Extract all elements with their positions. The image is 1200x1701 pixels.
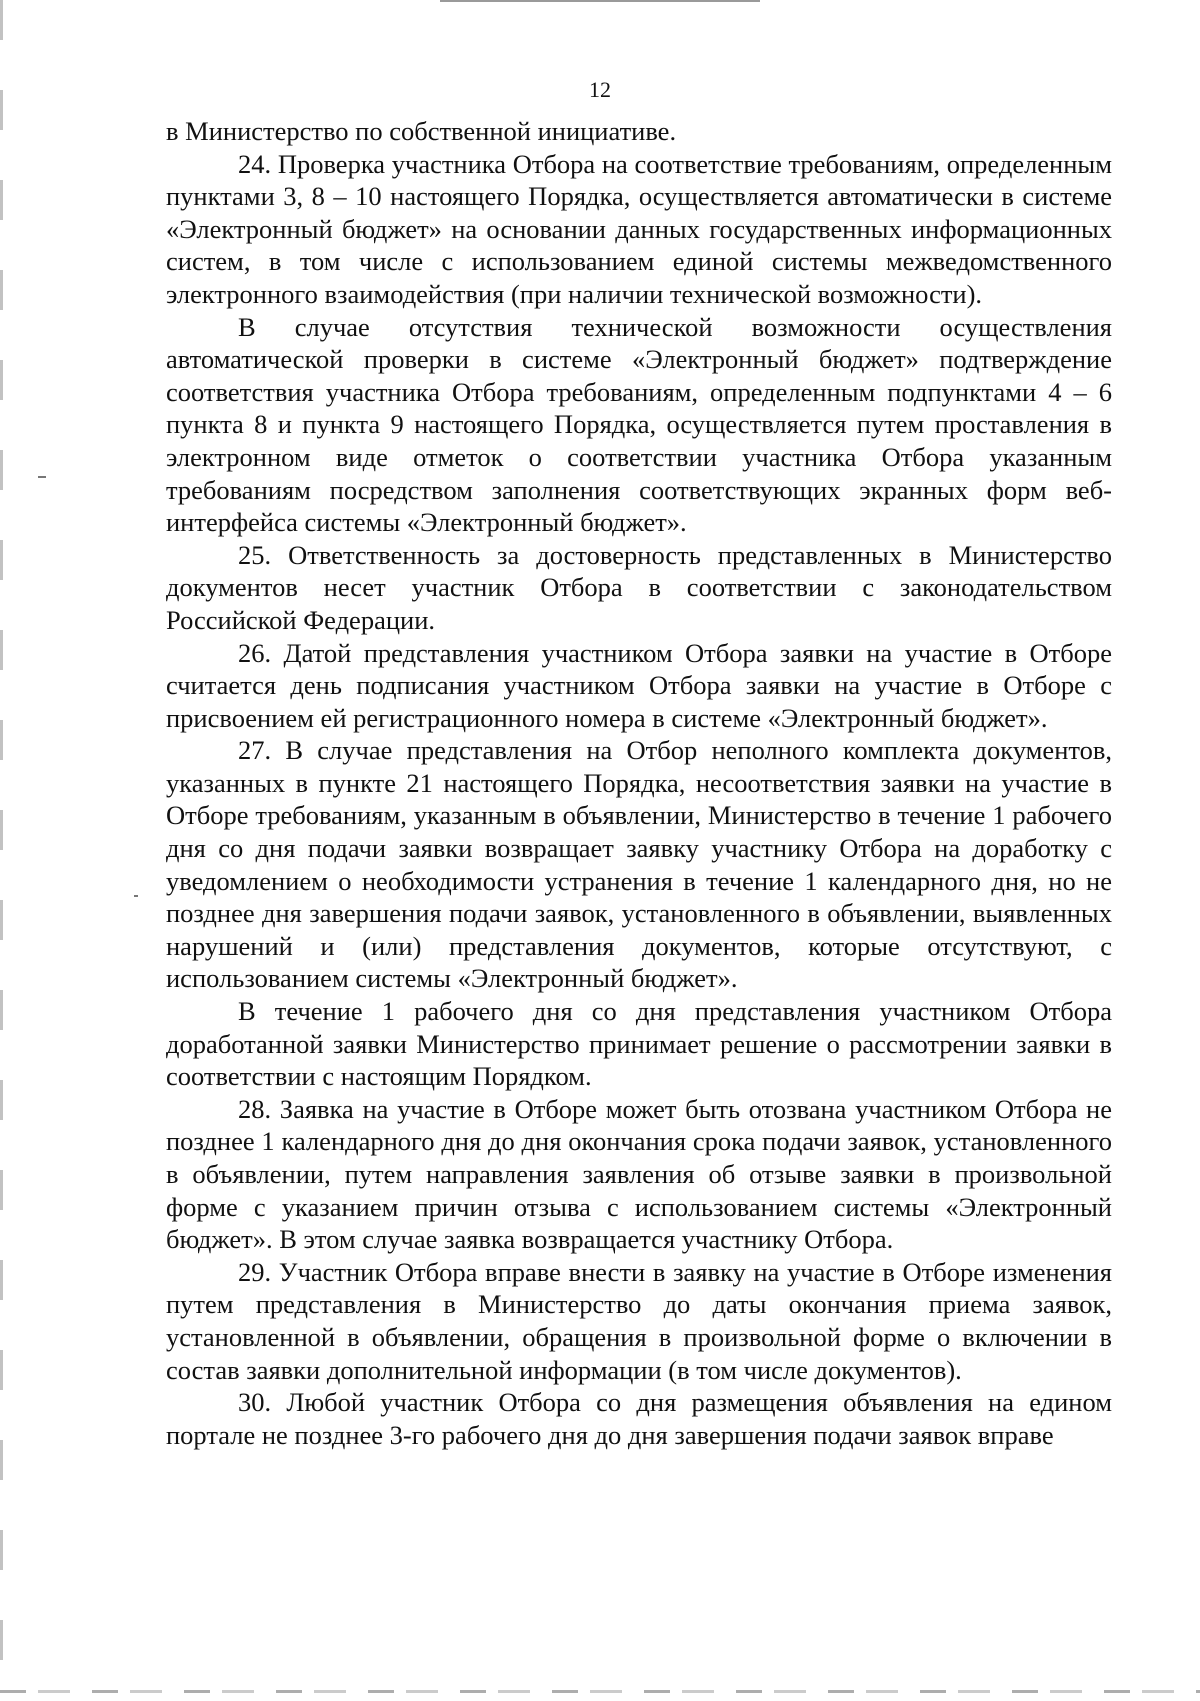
paragraph-item-30: 30. Любой участник Отбора со дня размещения объявления на едином портале не позднее 3-го рабочего дня до дня завершения подачи заявок вправе (166, 1387, 1112, 1450)
paragraph-item-24-detail: В случае отсутствия технической возможности осуществления автоматической проверки в системе «Электронный бюджет» подтверждение соответствия участника Отбора требованиям, определенным подпунктами 4 – 6 пункта 8 и пункта 9 настоящего Порядка, осуществляется путем проставления в электронном виде отметок о соответствии участника Отбора указанным требованиям посредством заполнения соответствующих экранных форм веб-интерфейса системы «Электронный бюджет». (166, 311, 1112, 538)
paragraph-item-28: 28. Заявка на участие в Отборе может быть отозвана участником Отбора не позднее 1 календарного дня до дня окончания срока подачи заявок, установленного в объявлении, путем направления заявления об отзыве заявки в произвольной форме с указанием причин отзыва с использованием системы «Электронный бюджет». В этом случае заявка возвращается участнику Отбора. (166, 1093, 1112, 1255)
scan-top-rule (440, 0, 760, 2)
scan-left-edge (0, 0, 3, 1701)
paragraph-item-26: 26. Датой представления участником Отбора заявки на участие в Отборе считается день подписания участником Отбора заявки на участие в Отборе с присвоением ей регистрационного номера в системе «Электронный бюджет». (166, 637, 1112, 733)
document-body (166, 115, 1112, 1451)
paragraph-item-27: 27. В случае представления на Отбор неполного комплекта документов, указанных в пункте 21 настоящего Порядка, несоответствия заявки на участие в Отборе требованиям, указанным в объявлении, Министерство в течение 1 рабочего дня со дня подачи заявки возвращает заявку участнику Отбора на доработку с уведомлением о необходимости устранения в течение 1 календарного дня, но не позднее дня завершения подачи заявок, установленного в объявлении, выявленных нарушений и (или) представления документов, которые отсутствуют, с использованием системы «Электронный бюджет». (166, 735, 1112, 994)
scan-bottom-rule (0, 1690, 1200, 1693)
paragraph-item-27-detail: В течение 1 рабочего дня со дня представления участником Отбора доработанной заявки Министерство принимает решение о рассмотрении заявки в соответствии с настоящим Порядком. (166, 996, 1112, 1092)
paragraph-item-25: 25. Ответственность за достоверность представленных в Министерство документов несет участник Отбора в соответствии с законодательством Российской Федерации. (166, 539, 1112, 635)
scan-speck (38, 476, 46, 478)
scan-speck (134, 895, 138, 897)
page-number: 12 (589, 77, 611, 102)
paragraph-item-29: 29. Участник Отбора вправе внести в заявку на участие в Отборе изменения путем представления в Министерство до даты окончания приема заявок, установленной в объявлении, обращения в произвольной форме о включении в состав заявки дополнительной информации (в том числе документов). (166, 1256, 1112, 1385)
paragraph-continuation: в Министерство по собственной инициативе. (166, 116, 677, 146)
paragraph-item-24: 24. Проверка участника Отбора на соответствие требованиям, определенным пунктами 3, 8 – 10 настоящего Порядка, осуществляется автоматически в системе «Электронный бюджет» на основании данных государственных информационных систем, в том числе с использованием единой системы межведомственного электронного взаимодействия (при наличии технической возможности). (166, 148, 1112, 309)
